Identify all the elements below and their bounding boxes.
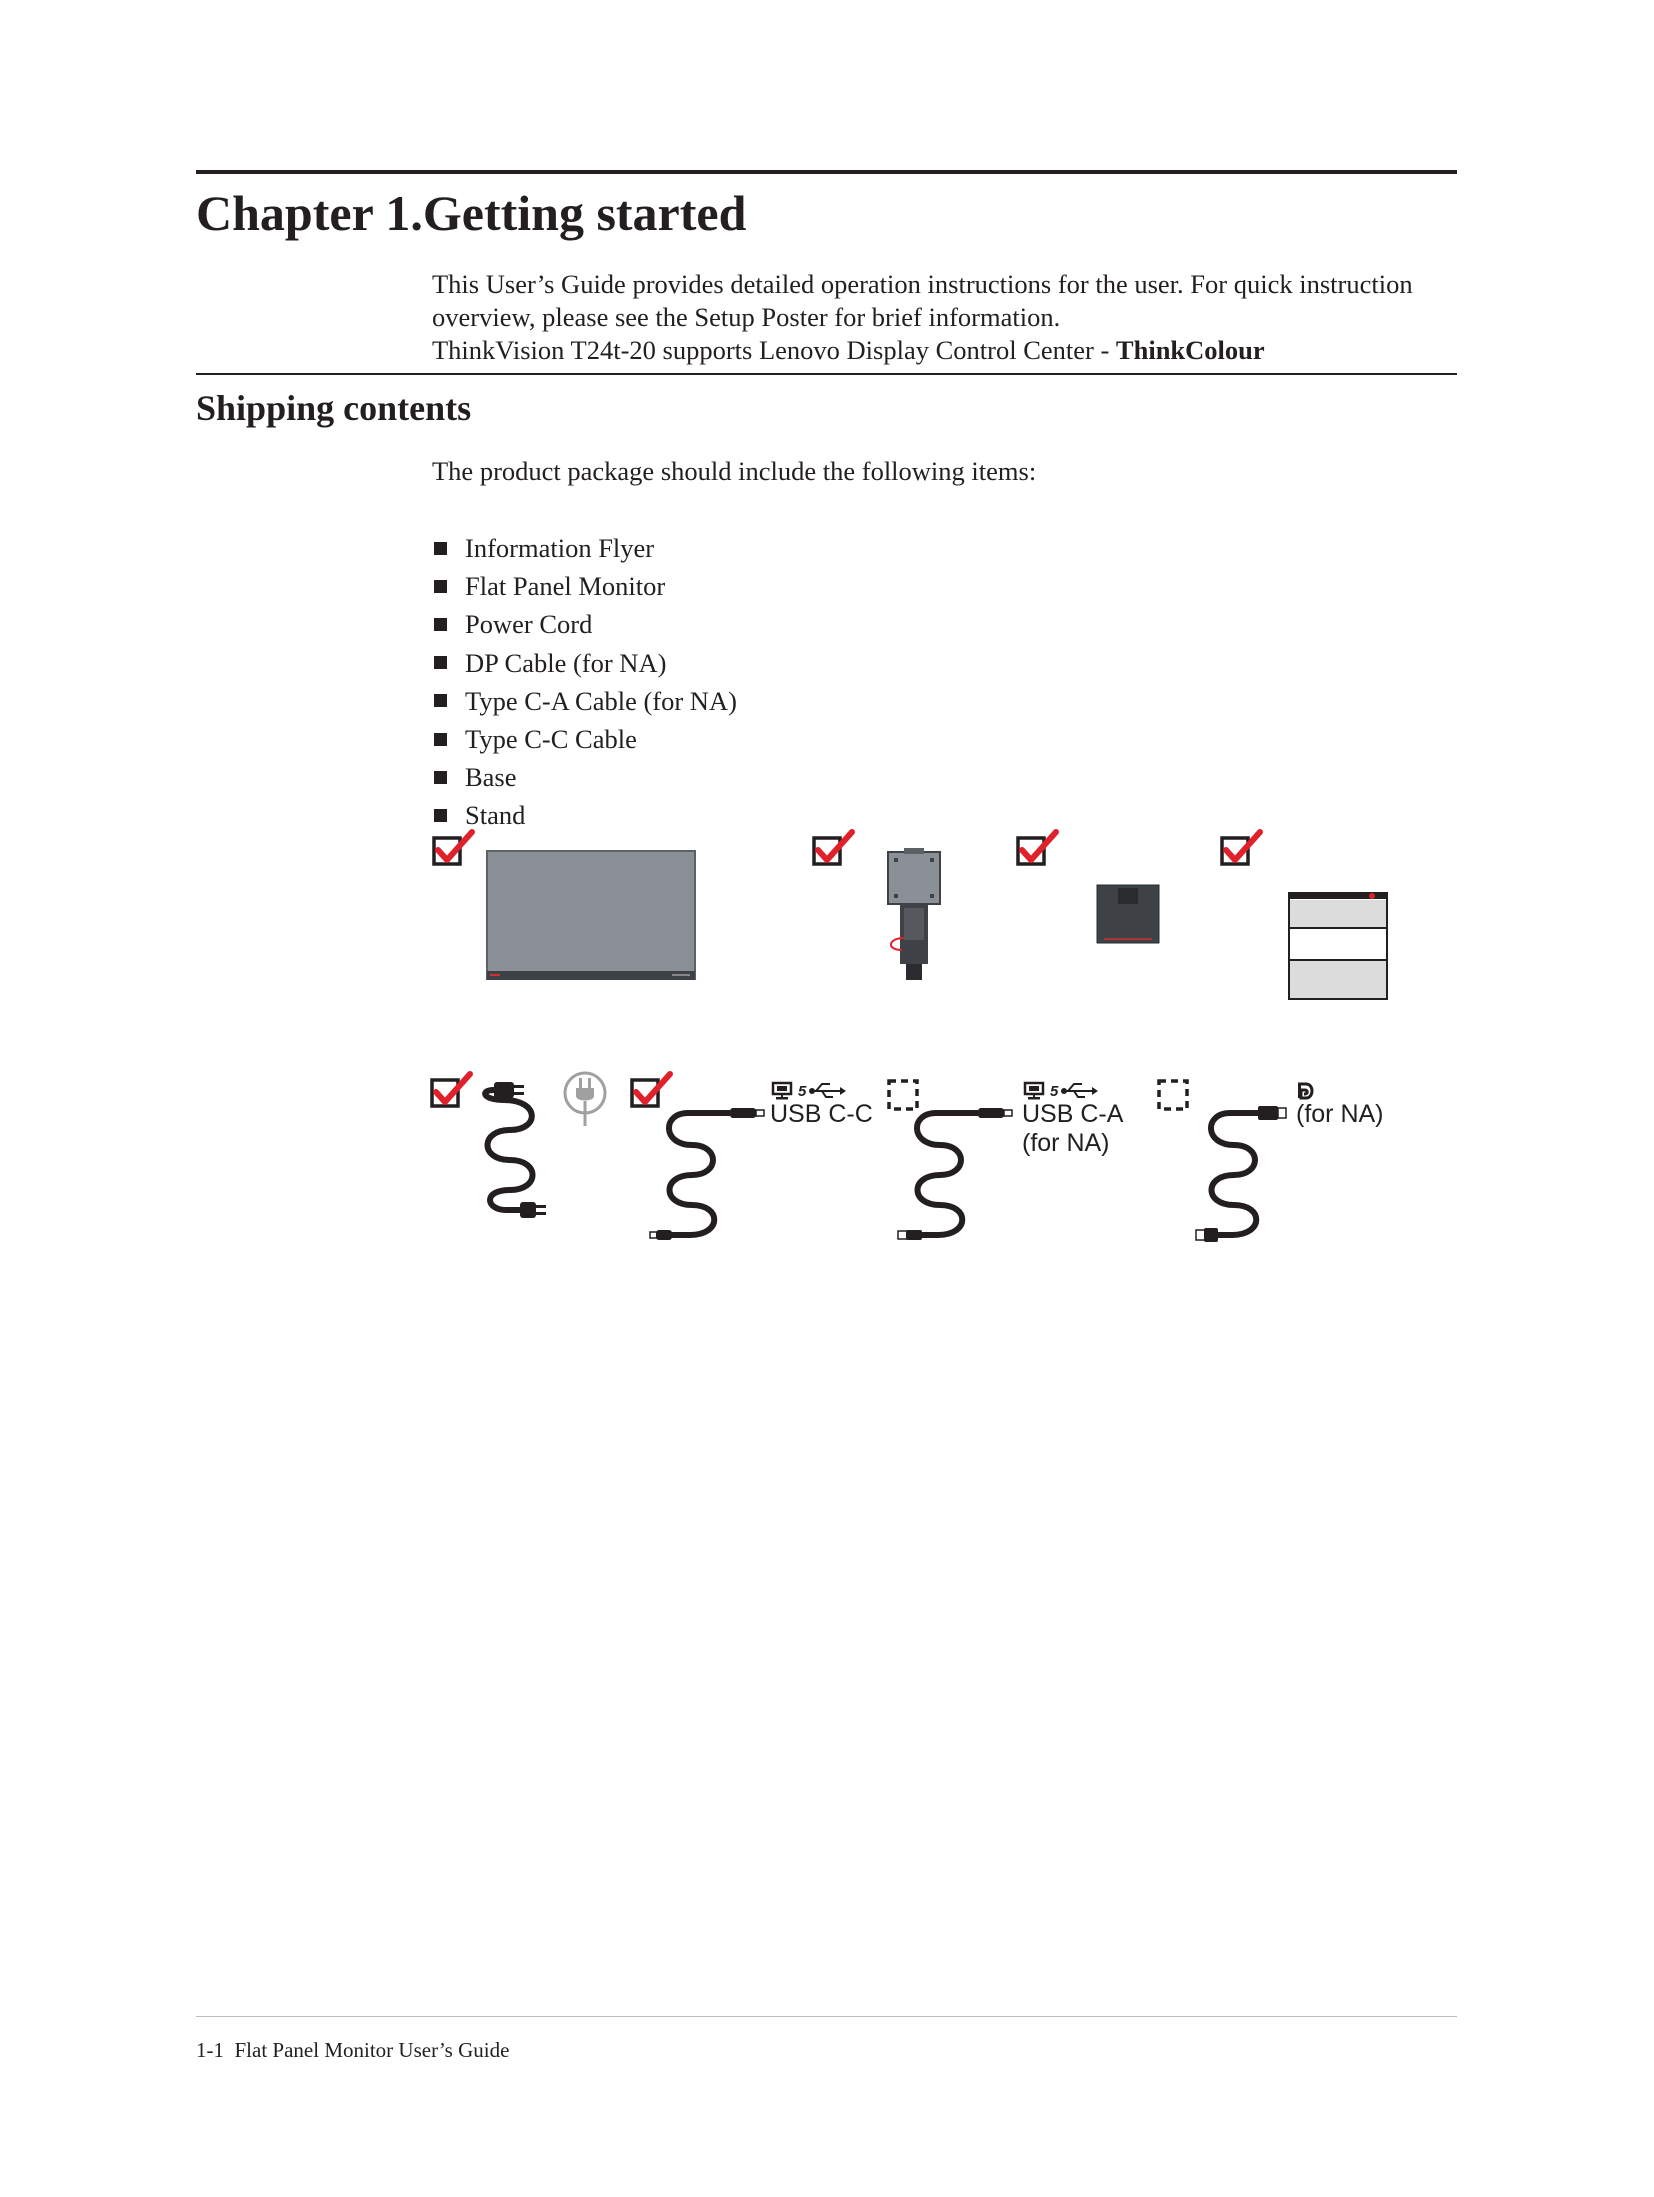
- svg-text:5: 5: [798, 1083, 807, 1100]
- thinkcolour-name: ThinkColour: [1115, 335, 1265, 365]
- bullet-icon: [434, 771, 447, 784]
- document-title: Flat Panel Monitor User’s Guide: [234, 2038, 510, 2062]
- footer-rule: [196, 2016, 1457, 2017]
- list-item-label: Base: [465, 762, 517, 793]
- shipping-list: [432, 529, 737, 835]
- usb-c-a-caption-title: USB C-A: [1022, 1100, 1124, 1128]
- list-item-label: DP Cable (for NA): [465, 647, 667, 678]
- list-item-label: Information Flyer: [465, 533, 655, 564]
- usb-c-a-cable-illustration: [898, 1100, 1018, 1250]
- chapter-title: Chapter 1.Getting started: [196, 185, 747, 241]
- checked-box-icon: [430, 1070, 480, 1110]
- unchecked-box-icon: [1156, 1078, 1190, 1112]
- dp-cable-illustration: [1196, 1100, 1296, 1250]
- information-flyer-illustration: [1288, 892, 1388, 1002]
- usb-c-a-caption-note: (for NA): [1022, 1129, 1110, 1157]
- page-footer: [196, 2040, 509, 2061]
- list-item: [432, 605, 737, 643]
- checked-box-icon: [432, 828, 482, 868]
- list-item: [432, 529, 737, 567]
- stand-illustration: [880, 846, 950, 986]
- intro-line-1: This User’s Guide provides detailed operation instructions for the user. For quick instruction: [432, 269, 1413, 299]
- list-item-label: Power Cord: [465, 609, 593, 640]
- list-item: [432, 720, 737, 758]
- monitor-icon: [772, 1082, 792, 1100]
- list-item: [432, 567, 737, 605]
- monitor-icon: [1024, 1082, 1044, 1100]
- section-lead: The product package should include the following items:: [432, 456, 1037, 486]
- checked-box-icon: [1220, 828, 1270, 868]
- list-item: [432, 682, 737, 720]
- checked-box-icon: [1016, 828, 1066, 868]
- chapter-top-rule: [196, 170, 1457, 174]
- checked-box-icon: [812, 828, 862, 868]
- list-item-label: Type C-C Cable: [465, 724, 637, 755]
- usb-5g-icon: [798, 1080, 846, 1102]
- usb-5g-icon: [1050, 1080, 1098, 1102]
- displayport-icon: [1296, 1082, 1316, 1102]
- support-line-text: ThinkVision T24t-20 supports Lenovo Display Control Center -: [432, 335, 1116, 365]
- usb-c-a-caption: [1022, 1100, 1123, 1158]
- list-item: [432, 644, 737, 682]
- list-item-label: Type C-A Cable (for NA): [465, 685, 737, 716]
- usb-c-c-cable-illustration: [650, 1100, 770, 1250]
- chapter-intro: [432, 268, 1457, 367]
- bullet-icon: [434, 694, 447, 707]
- bullet-icon: [434, 809, 447, 822]
- list-item: [432, 758, 737, 796]
- bullet-icon: [434, 733, 447, 746]
- dp-cable-caption: (for NA): [1296, 1100, 1384, 1128]
- monitor-illustration: [486, 850, 696, 982]
- page-number: 1-1: [196, 2038, 224, 2062]
- base-illustration: [1096, 884, 1160, 946]
- no-plug-icon: [562, 1070, 608, 1130]
- bullet-icon: [434, 618, 447, 631]
- bullet-icon: [434, 542, 447, 555]
- section-rule: [196, 373, 1457, 375]
- usb-c-c-caption: USB C-C: [770, 1100, 873, 1128]
- support-line: [432, 334, 1457, 367]
- bullet-icon: [434, 656, 447, 669]
- list-item-label: Stand: [465, 800, 526, 831]
- power-cord-illustration: [480, 1078, 560, 1228]
- section-title: Shipping contents: [196, 388, 472, 428]
- intro-line-2: overview, please see the Setup Poster for brief information.: [432, 302, 1061, 332]
- svg-text:5: 5: [1050, 1083, 1059, 1100]
- bullet-icon: [434, 580, 447, 593]
- list-item-label: Flat Panel Monitor: [465, 571, 666, 602]
